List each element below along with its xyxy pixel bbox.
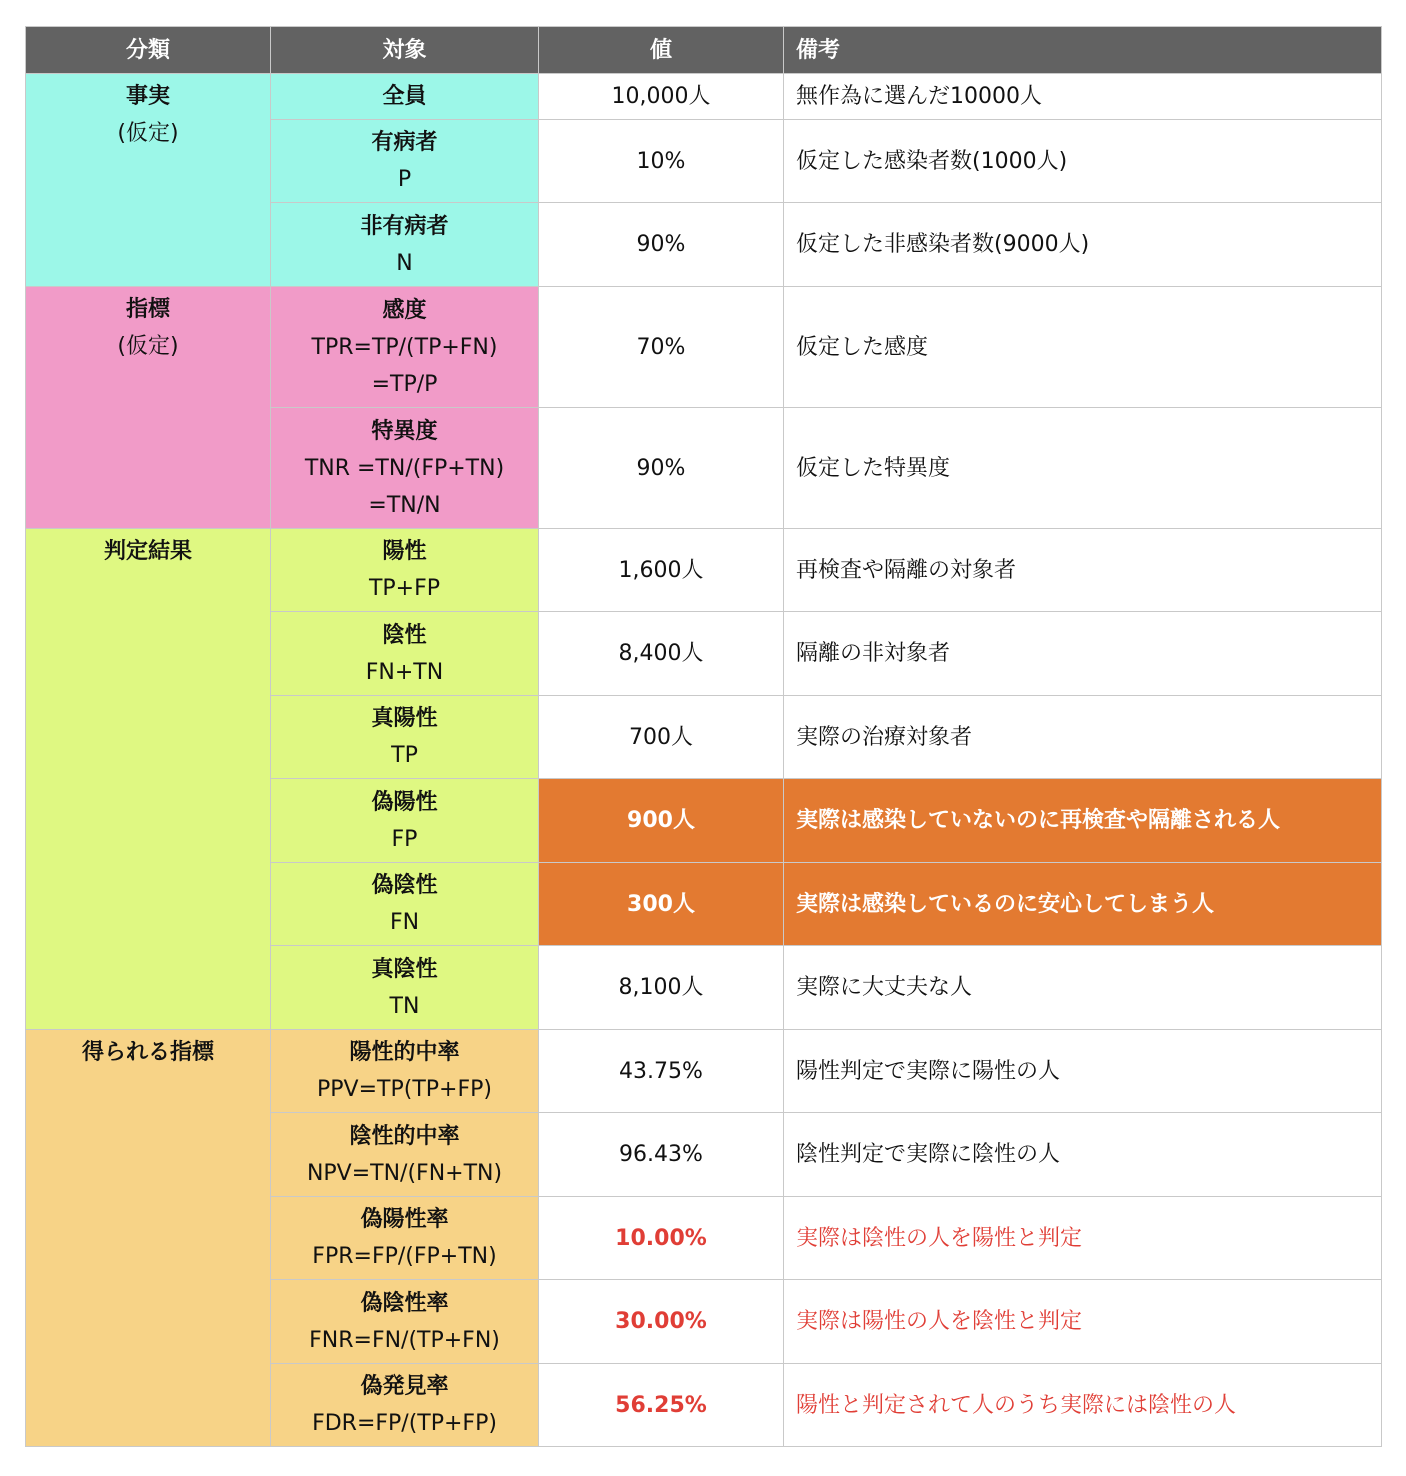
note-cell: 仮定した感染者数(1000人)	[784, 120, 1382, 203]
group-fact-cell	[26, 74, 271, 287]
header-target: 対象	[271, 27, 539, 74]
target-formula: FN	[389, 910, 420, 935]
value-cell: 10,000人	[539, 74, 784, 120]
target-name: 陰性	[382, 622, 427, 648]
target-formula: FN+TN	[365, 659, 444, 685]
value-cell: 8,100人	[539, 946, 784, 1030]
target-formula-2: =TN/N	[368, 492, 441, 518]
note-cell-highlight: 実際は感染しているのに安心してしまう人	[784, 863, 1382, 946]
target-name: 偽陰性率	[360, 1290, 449, 1316]
group-index-title: 指標	[125, 297, 170, 322]
header-note: 備考	[784, 27, 1382, 74]
value-cell: 8,400人	[539, 612, 784, 696]
value-cell: 10%	[539, 120, 784, 203]
target-formula: FPR=FP/(FP+TN)	[312, 1244, 497, 1269]
group-judge-cell	[26, 529, 271, 1030]
target-cell	[271, 120, 539, 203]
table-row	[26, 1030, 1382, 1113]
value-cell: 43.75%	[539, 1030, 784, 1113]
target-cell	[271, 1030, 539, 1113]
group-result-title: 得られる指標	[81, 1040, 214, 1065]
note-cell: 仮定した特異度	[784, 408, 1382, 529]
target-name: 特異度	[371, 418, 438, 444]
target-formula: FNR=FN/(TP+FN)	[309, 1327, 500, 1353]
value-cell-highlight: 900人	[539, 779, 784, 863]
table-row	[26, 529, 1382, 612]
target-name: 陽性	[382, 539, 427, 564]
target-name: 感度	[382, 297, 427, 323]
target-cell	[271, 863, 539, 946]
value-cell-alert: 56.25%	[539, 1364, 784, 1447]
target-cell	[271, 1280, 539, 1364]
value-cell: 96.43%	[539, 1113, 784, 1197]
note-cell: 実際に大丈夫な人	[784, 946, 1382, 1030]
header-value: 値	[539, 27, 784, 74]
target-cell	[271, 779, 539, 863]
target-formula: FP	[391, 826, 418, 852]
target-cell	[271, 287, 539, 408]
header-row	[26, 27, 1382, 74]
value-cell: 90%	[539, 408, 784, 529]
target-name: 陰性的中率	[349, 1123, 460, 1149]
value-cell-alert: 30.00%	[539, 1280, 784, 1364]
note-cell: 実際の治療対象者	[784, 696, 1382, 779]
value-cell: 700人	[539, 696, 784, 779]
table-row	[26, 74, 1382, 120]
header-category: 分類	[26, 27, 271, 74]
target-formula-2: =TP/P	[371, 371, 438, 397]
confusion-matrix-table	[25, 26, 1382, 1447]
target-formula: TNR =TN/(FP+TN)	[304, 455, 505, 481]
target-formula: P	[397, 167, 412, 192]
value-cell-alert: 10.00%	[539, 1197, 784, 1280]
note-cell-highlight: 実際は感染していないのに再検査や隔離される人	[784, 779, 1382, 863]
target-cell	[271, 408, 539, 529]
note-cell-alert: 陽性と判定されて人のうち実際には陰性の人	[784, 1364, 1382, 1447]
note-cell: 隔離の非対象者	[784, 612, 1382, 696]
group-fact-sub: (仮定)	[117, 121, 179, 146]
target-name: 偽発見率	[360, 1374, 449, 1399]
target-formula: TN	[389, 993, 420, 1019]
target-name: 偽陽性	[371, 789, 438, 815]
note-cell: 陽性判定で実際に陽性の人	[784, 1030, 1382, 1113]
target-cell	[271, 1364, 539, 1447]
note-cell: 仮定した非感染者数(9000人)	[784, 203, 1382, 287]
note-cell: 無作為に選んだ10000人	[784, 74, 1382, 120]
group-index-cell	[26, 287, 271, 529]
target-formula: N	[396, 250, 413, 276]
group-judge-title: 判定結果	[103, 539, 192, 564]
group-result-cell	[26, 1030, 271, 1447]
group-index-sub: (仮定)	[117, 334, 179, 359]
note-cell: 再検査や隔離の対象者	[784, 529, 1382, 612]
group-fact-title: 事実	[125, 84, 170, 109]
target-cell	[271, 529, 539, 612]
target-formula: TP+FP	[368, 576, 441, 601]
note-cell-alert: 実際は陽性の人を陰性と判定	[784, 1280, 1382, 1364]
table-row	[26, 287, 1382, 408]
value-cell: 1,600人	[539, 529, 784, 612]
target-formula: PPV=TP(TP+FP)	[317, 1077, 492, 1102]
target-cell	[271, 1197, 539, 1280]
note-cell: 陰性判定で実際に陰性の人	[784, 1113, 1382, 1197]
target-name: 偽陽性率	[360, 1207, 449, 1232]
target-name: 真陰性	[371, 956, 438, 982]
target-cell	[271, 696, 539, 779]
target-name: 非有病者	[360, 213, 449, 239]
target-formula: TPR=TP/(TP+FN)	[311, 334, 498, 360]
value-cell: 90%	[539, 203, 784, 287]
target-name: 有病者	[371, 130, 438, 155]
target-cell	[271, 203, 539, 287]
target-formula: TP	[391, 743, 418, 768]
target-name: 偽陰性	[371, 873, 438, 898]
note-cell: 仮定した感度	[784, 287, 1382, 408]
target-name: 陽性的中率	[349, 1040, 460, 1065]
value-cell-highlight: 300人	[539, 863, 784, 946]
target-formula: FDR=FP/(TP+FP)	[312, 1411, 497, 1436]
target-formula: NPV=TN/(FN+TN)	[306, 1160, 503, 1186]
target-name: 全員	[382, 84, 427, 109]
target-cell	[271, 1113, 539, 1197]
target-cell	[271, 74, 539, 120]
target-name: 真陽性	[371, 706, 438, 731]
note-cell-alert: 実際は陰性の人を陽性と判定	[784, 1197, 1382, 1280]
target-cell	[271, 612, 539, 696]
target-cell	[271, 946, 539, 1030]
value-cell: 70%	[539, 287, 784, 408]
